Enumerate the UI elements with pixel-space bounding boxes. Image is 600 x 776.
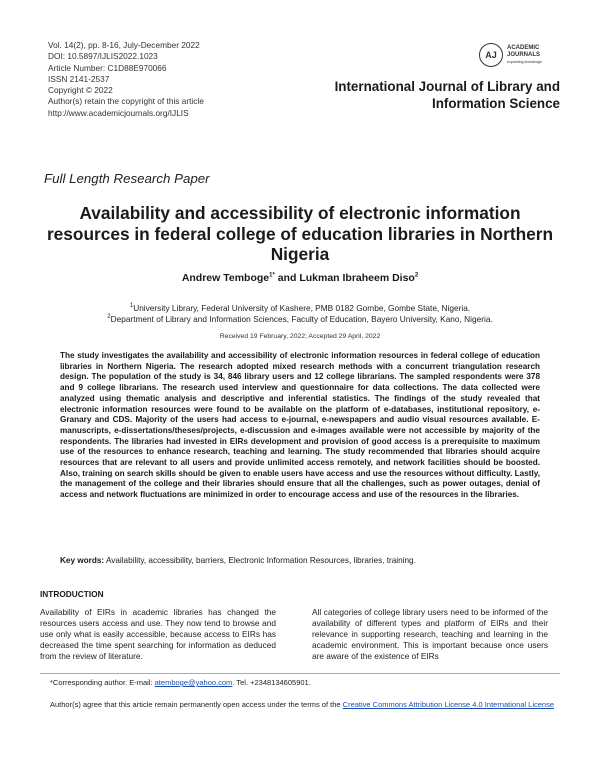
section-heading-introduction: INTRODUCTION: [40, 589, 104, 599]
author-line: Andrew Temboge$^{1*}$ and Lukman Ibraheem Diso$^2$: [181, 272, 419, 284]
license-link[interactable]: Creative Commons Attribution License 4.0 International License: [342, 700, 555, 709]
affiliation-1: $^1$University Library, Federal University of Kashere, PMB 0182 Gombe, Gombe State, Nigeria.: [129, 303, 471, 313]
intro-column-left: Availability of EIRs in academic libraries has changed the resources users access and use. They now tend to browse and use only what is easily accessible, because access to EIRs has decreased the time spent searching for information as deduced from the review of literature.: [40, 607, 276, 661]
footer-divider: [40, 673, 560, 674]
meta-article-number: Article Number: C1D88E970066: [48, 62, 167, 73]
meta-copyright: Copyright © 2022: [48, 85, 113, 96]
author-2: Lukman Ibraheem Diso: [299, 272, 415, 284]
meta-rights: Author(s) retain the copyright of this article: [48, 96, 204, 107]
journal-title: International Journal of Library and Information Science: [334, 79, 560, 111]
article-metadata: [48, 40, 204, 119]
intro-column-right: All categories of college library users need to be informed of the availability of different types and platform of EIRs and their relevance in supporting research, teaching and learning in the academic environment. This is important because once users are aware of the existence of EIRs: [312, 607, 548, 661]
affiliation-2: $^2$Department of Library and Information Sciences, Faculty of Education, Bayero University, Kano, Nigeria.: [107, 314, 493, 324]
meta-volume: Vol. 14(2), pp. 8-16, July-December 2022: [48, 40, 200, 50]
publisher-name: ACADEMIC JOURNALS expanding knowledge: [507, 44, 542, 64]
corresponding-author: *Corresponding author. E-mail: atemboge@yahoo.com. Tel. +2348134605901.: [50, 678, 311, 687]
meta-doi: DOI: 10.5897/IJLIS2022.1023: [48, 51, 158, 62]
meta-issn: ISSN 2141-2537: [48, 73, 110, 84]
license-notice: Author(s) agree that this article remain permanently open access under the terms of the Creative Commons Attribution License 4.0 International License: [50, 700, 555, 709]
affiliations: [40, 303, 560, 325]
author-1: Andrew Temboge: [181, 272, 270, 284]
publisher-logo: [479, 43, 542, 67]
received-dates: Received 19 February, 2022; Accepted 29 April, 2022: [219, 333, 381, 340]
paper-type: Full Length Research Paper: [44, 171, 210, 186]
email-link[interactable]: atemboge@yahoo.com: [154, 678, 233, 687]
meta-url[interactable]: http://www.academicjournals.org/IJLIS: [48, 107, 189, 118]
article-title: Availability and accessibility of electronic information resources in federal college of education libraries in Northern Nigeria: [46, 203, 554, 264]
abstract: The study investigates the availability and accessibility of electronic information resources in federal college of education libraries in Northern Nigeria. The research adopted mixed research methods with a concurrent triangulation research design. The population of the study is 34, 846 library users and 12 college librarians. The sampled respondents were 378 and 9 college librarians. The research used interview and questionnaire for data collections. The data collected were analyzed using thematic analysis and descriptive and inferential statistics. The findings of the study revealed that electronic information resources were found to be available on the platform of e-databases, institutional repository, e-Granary and CDS. Majority of the users had access to e-journal, e-newspapers and audio visual resources available. E-manuscripts, e-dissertations/theses/projects, e-discussion and e-images available were not accessible by majority of the respondents. The libraries had invested in EIRs development and provision of good access is a prerequisite to maximum use of the resources to enhance research, teaching and learning. The study recommended that libraries should acquire resources that are relevant to all users and provide unlimited access remotely, and network facilities should be boosted. Also, training on search skills should be given to enable users have access and use the resources without difficulty. Lastly, the management of the college and their libraries should ensure that all the challenges, such as power outages, denial of access and network fluctuations are minimized in order to encourage access and use of the resources in the libraries.: [60, 351, 540, 500]
aj-logo-icon: AJ: [479, 43, 503, 67]
keywords: Key words: Availability, accessibility, barriers, Electronic Information Resources, libraries, training.: [60, 556, 416, 565]
